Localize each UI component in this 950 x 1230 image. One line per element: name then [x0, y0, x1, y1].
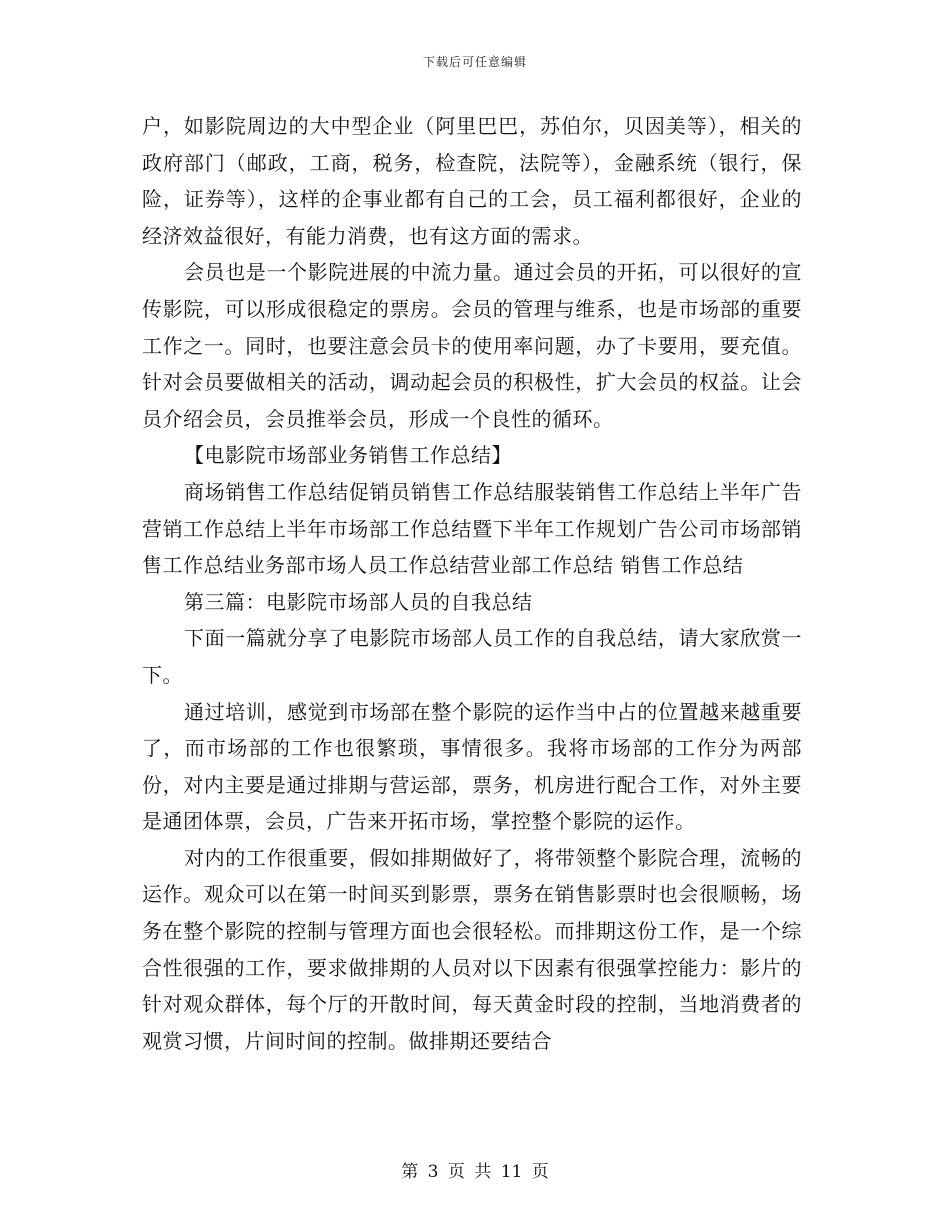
page-header: 下载后可任意编辑: [422, 55, 527, 69]
paragraph-2: 会员也是一个影院进展的中流力量。通过会员的开拓，可以很好的宣传影院，可以形成很稳定的票房。会员的管理与维系，也是市场部的重要工作之一。同时，也要注意会员卡的使用率问题，办了卡要用，要充值。针对会员要做相关的活动，调动起会员的积极性，扩大会员的权益。让会员介绍会员，会员推举会员，形成一个良性的循环。: [142, 260, 802, 431]
section-heading: 【电影院市场部业务销售工作总结】: [184, 443, 512, 468]
paragraph-scheduling: 对内的工作很重要，假如排期做好了，将带领整个影院合理，流畅的运作。观众可以在第一时间买到影票，票务在销售影票时也会很顺畅，场务在整个影院的控制与管理方面也会很轻松。而排期这份工作，是一个综合性很强的工作，要求做排期的人员对以下因素有很强掌控能力：影片的针对观众群体，每个厅的开散时间，每天黄金时段的控制，当地消费者的观赏习惯，片间时间的控制。做排期还要结合: [142, 845, 802, 1053]
chapter-title: 第三篇：电影院市场部人员的自我总结: [184, 589, 533, 614]
paragraph-keywords: 商场销售工作总结促销员销售工作总结服装销售工作总结上半年广告营销工作总结上半年市场部工作总结暨下半年工作规划广告公司市场部销售工作总结业务部市场人员工作总结营业部工作总结 销售工作总结: [142, 479, 802, 578]
document-body: [142, 108, 802, 1059]
page-footer: 第 3 页 共 11 页: [401, 1162, 549, 1182]
paragraph-1: 户，如影院周边的大中型企业（阿里巴巴，苏伯尔，贝因美等），相关的政府部门（邮政，工商，税务，检查院，法院等），金融系统（银行，保险，证券等），这样的企事业都有自己的工会，员工福利都很好，企业的经济效益很好，有能力消费，也有这方面的需求。: [142, 114, 802, 248]
paragraph-training: 通过培训，感觉到市场部在整个影院的运作当中占的位置越来越重要了，而市场部的工作也很繁琐，事情很多。我将市场部的工作分为两部份，对内主要是通过排期与营运部，票务，机房进行配合工作，对外主要是通团体票，会员，广告来开拓市场，掌控整个影院的运作。: [142, 699, 802, 834]
paragraph-intro: 下面一篇就分享了电影院市场部人员工作的自我总结，请大家欣赏一下。: [142, 626, 802, 687]
